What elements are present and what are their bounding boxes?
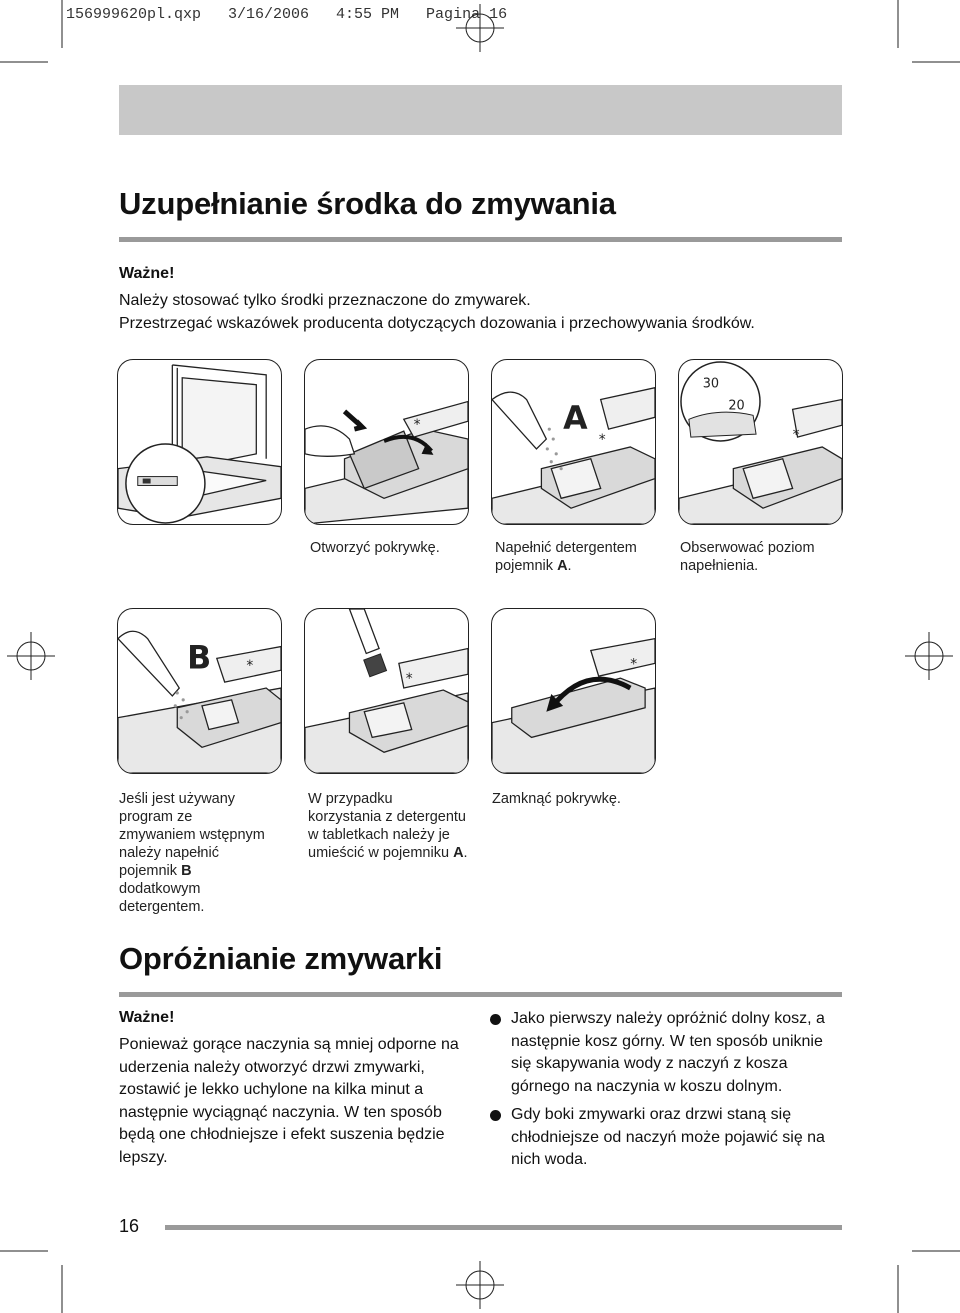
header-bar [119,85,842,135]
unloading-paragraph: Ponieważ gorące naczynia są mniej odporne na uderzenia należy otworzyć drzwi zmywarki, zostawić je lekko uchylone na kilka minut a następnie wyciągnąć naczynia. W ten sposób będą one chłodniejsze i efekt suszenia będzie lepszy. [119,1036,459,1166]
instruction-line: Należy stosować tylko środki przeznaczone do zmywarek. [119,292,531,309]
svg-text:*: * [246,658,254,675]
caption-tablet: W przypadku korzystania z detergentu w tabletkach należy je umieścić w pojemniku A. [308,791,468,861]
fill-mark-20: 20 [728,398,745,414]
section-rule [119,237,842,242]
illustration-close-lid [491,608,656,774]
illustration-tablet [304,608,469,774]
fill-mark-30: 30 [702,376,720,392]
list-item: Jako pierwszy należy opróżnić dolny kosz, a następnie kosz górny. W ten sposób uniknie się skapywania wody z naczyń z kosza górnego na naczynia w koszu dolnym. [490,1008,840,1098]
caption-fill-a: Napełnić detergentem pojemnik A. [495,540,637,574]
compartment-a-label: A [563,401,588,438]
svg-text:*: * [792,427,800,444]
caption-observe-level: Obserwować poziom napełnienia. [680,540,815,574]
svg-text:*: * [405,671,413,688]
illustration-dishwasher-open [117,359,282,525]
svg-text:*: * [413,417,421,434]
illustration-fill-b [117,608,282,774]
svg-text:*: * [630,656,638,673]
illustration-fill-a [491,359,656,525]
compartment-b-label: B [187,640,212,677]
important-label: Ważne! [119,265,175,282]
illustration-open-lid [304,359,469,525]
caption-prewash: Jeśli jest używany program ze zmywaniem wstępnym należy napełnić pojemnik B dodatkowym detergentem. [119,791,265,915]
page-number: 16 [119,1216,140,1236]
unloading-bullets [490,1008,840,1172]
section-title-unloading: Opróżnianie zmywarki [119,941,443,976]
bullet-icon [490,1110,501,1121]
list-item: Gdy boki zmywarki oraz drzwi staną się chłodniejsze od naczyń może pojawić się na nich woda. [490,1104,840,1172]
svg-text:*: * [598,431,606,448]
section-rule [119,992,842,997]
footer-rule [165,1225,842,1230]
section-title-detergent: Uzupełnianie środka do zmywania [119,186,616,221]
important-label: Ważne! [119,1009,175,1026]
illustration-fill-level [678,359,843,525]
instruction-line: Przestrzegać wskazówek producenta dotyczących dozowania i przechowywania środków. [119,315,755,332]
bullet-icon [490,1014,501,1025]
print-slug: 156999620pl.qxp 3/16/2006 4:55 PM Pagina 16 [66,6,508,23]
caption-open-lid: Otworzyć pokrywkę. [310,540,440,556]
caption-close-lid: Zamknąć pokrywkę. [492,791,621,807]
